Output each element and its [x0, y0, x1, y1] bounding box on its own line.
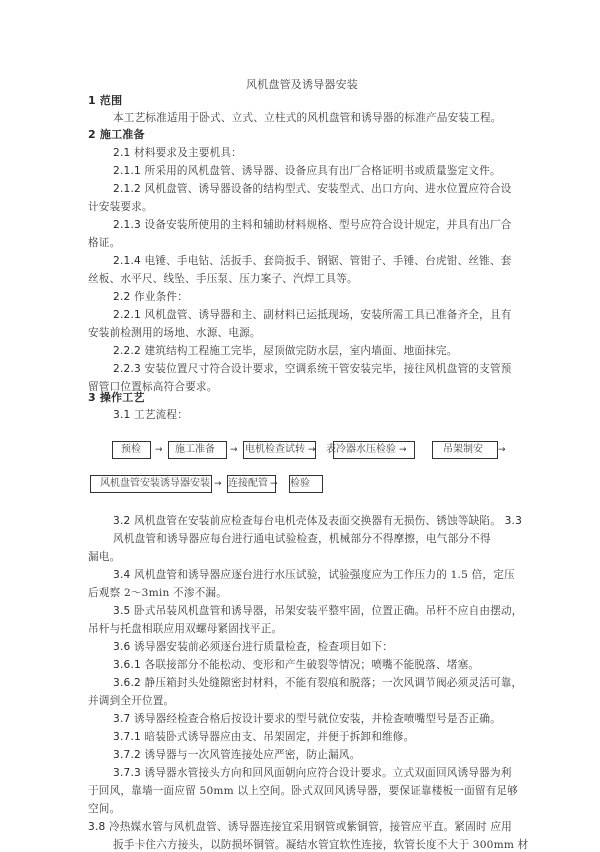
arrow-icon: →: [270, 479, 278, 489]
flow-step-hanger-fabrication: 吊架制安: [432, 441, 498, 459]
arrow-icon: →: [399, 445, 407, 455]
section-heading-2: [88, 128, 145, 142]
paragraph-2-2-2: 2.2.2 建筑结构工程施工完毕，屋顶做完防水层，室内墙面、地面抹完。: [113, 345, 458, 357]
paragraph-2-1-4: 2.1.4 电锤、手电钻、活扳手、套筒扳手、钢锯、管钳子、手锤、台虎钳、丝锥、套: [113, 255, 512, 267]
paragraph-2-2-3: 2.2.3 安装位置尺寸符合设计要求，空调系统干管安装完毕，接往风机盘管的支管预: [113, 363, 512, 375]
section-heading-3: [88, 391, 145, 405]
paragraph-3-3: 风机盘管和诱导器应每台进行通电试验检查，机械部分不得摩擦，电气部分不得: [113, 533, 491, 545]
paragraph-3-5: 3.5 卧式吊装风机盘管和诱导器，吊架安装平整牢固，位置正确。吊杆不应自由摆动，: [113, 605, 523, 617]
flow-step-inspection: 检验: [289, 475, 323, 493]
paragraph-3-8: 3.8 冷热媒水管与风机盘管、诱导器连接宜采用钢管或紫铜管，接管应平直。紧固时 应用: [88, 821, 512, 833]
paragraph-3-7: 3.7 诱导器经检查合格后按设计要求的型号就位安装，并检查喷嘴型号是否正确。: [113, 713, 502, 725]
paragraph-3-3-cont: 漏电。: [88, 551, 121, 563]
paragraph-3-6: 3.6 诱导器安装前必须逐台进行质量检查，检查项目如下：: [113, 641, 394, 653]
flow-step-unit-installation: 风机盘管安装诱导器安装: [90, 475, 212, 493]
flow-step-motor-test: 电机检查试转: [243, 441, 316, 459]
section-title: 施工准备: [99, 128, 145, 141]
section-number: 1: [88, 94, 96, 107]
paragraph-3-7-3: 3.7.3 诱导器水管接头方向和回风面朝向应符合设计要求。立式双面回风诱导器为利: [113, 767, 512, 779]
section-title: 范围: [99, 94, 123, 107]
paragraph-3-4-cont: 后观察 2～3min 不渗不漏。: [88, 587, 228, 599]
paragraph-scope: 本工艺标准适用于卧式、立式、立柱式的风机盘管和诱导器的标准产品安装工程。: [113, 112, 502, 124]
paragraph-3-2: 3.2 风机盘管在安装前应检查每台电机壳体及表面交换器有无损伤、锈蚀等缺陷。 3.3: [113, 515, 523, 527]
paragraph-2-2: 2.2 作业条件：: [113, 291, 188, 303]
paragraph-3-7-3-cont: 于回风，靠墙一面应留 50mm 以上空间。卧式双回风诱导器，要保证靠楼板一面留有足够: [88, 785, 519, 797]
paragraph-2-1-2-cont: 计安装要求。: [88, 201, 153, 213]
paragraph-3-5-cont: 吊杆与托盘相联应用双螺母紧固找平正。: [88, 623, 283, 635]
section-number: 2: [88, 128, 96, 141]
flow-step-cooler-pressure-test: 表冷器水压检验: [333, 441, 415, 459]
paragraph-3-7-3-cont2: 空间。: [88, 803, 121, 815]
arrow-icon: →: [214, 479, 222, 489]
paragraph-2-1-4-cont: 丝板、水平尺、线坠、手压泵、压力案子、汽焊工具等。: [88, 273, 358, 285]
flow-step-preparation: 施工准备: [168, 441, 227, 459]
section-number: 3: [88, 391, 96, 404]
section-heading-1: [88, 94, 122, 108]
paragraph-3-7-1: 3.7.1 暗装卧式诱导器应由支、吊架固定，并便于拆卸和维修。: [113, 731, 415, 743]
arrow-icon: →: [498, 445, 506, 455]
paragraph-3-7-2: 3.7.2 诱导器与一次风管连接处应严密，防止漏风。: [113, 749, 361, 761]
paragraph-3-6-2: 3.6.2 静压箱封头处缝隙密封材料，不能有裂痕和脱落；一次风调节阀必须灵活可靠，: [113, 677, 523, 689]
paragraph-2-2-1-cont: 安装前检测用的场地、水源、电源。: [88, 327, 261, 339]
paragraph-2-1-3-cont: 格证。: [88, 237, 121, 249]
arrow-icon: →: [230, 445, 238, 455]
section-title: 操作工艺: [99, 391, 145, 404]
paragraph-2-1-1: 2.1.1 所采用的风机盘管、诱导器、设备应具有出厂合格证明书或质量鉴定文件。: [113, 165, 501, 177]
paragraph-2-2-3-cont: 留管口位置标高符合要求。: [88, 381, 218, 393]
flow-step-piping: 连接配管: [227, 475, 276, 493]
paragraph-2-1-3: 2.1.3 设备安装所使用的主料和辅助材料规格、型号应符合设计规定，并具有出厂合: [113, 219, 512, 231]
flow-step-precheck: 预检: [112, 441, 151, 459]
document-title: 风机盘管及诱导器安装: [246, 78, 358, 91]
paragraph-3-4: 3.4 风机盘管和诱导器应逐台进行水压试验，试验强度应为工作压力的 1.5 倍，定压: [113, 569, 515, 581]
paragraph-2-1: 2.1 材料要求及主要机具：: [113, 147, 242, 159]
paragraph-2-1-2: 2.1.2 风机盘管、诱导器设备的结构型式、安装型式、出口方向、进水位置应符合设: [113, 183, 512, 195]
paragraph-3-6-2-cont: 并调到全开位置。: [88, 695, 175, 707]
paragraph-3-8-cont: 扳手卡住六方接头，以防损坏铜管。凝结水管宜软性连接，软管长度不大于 300mm 材: [113, 839, 529, 851]
paragraph-2-2-1: 2.2.1 风机盘管、诱导器和主、副材料已运抵现场，安装所需工具已准备齐全，且有: [113, 309, 512, 321]
paragraph-3-1: 3.1 工艺流程：: [113, 409, 188, 421]
paragraph-3-6-1: 3.6.1 各联接部分不能松动、变形和产生破裂等情况；喷嘴不能脱落、堵塞。: [113, 659, 480, 671]
arrow-icon: →: [308, 445, 316, 455]
arrow-icon: →: [155, 445, 163, 455]
